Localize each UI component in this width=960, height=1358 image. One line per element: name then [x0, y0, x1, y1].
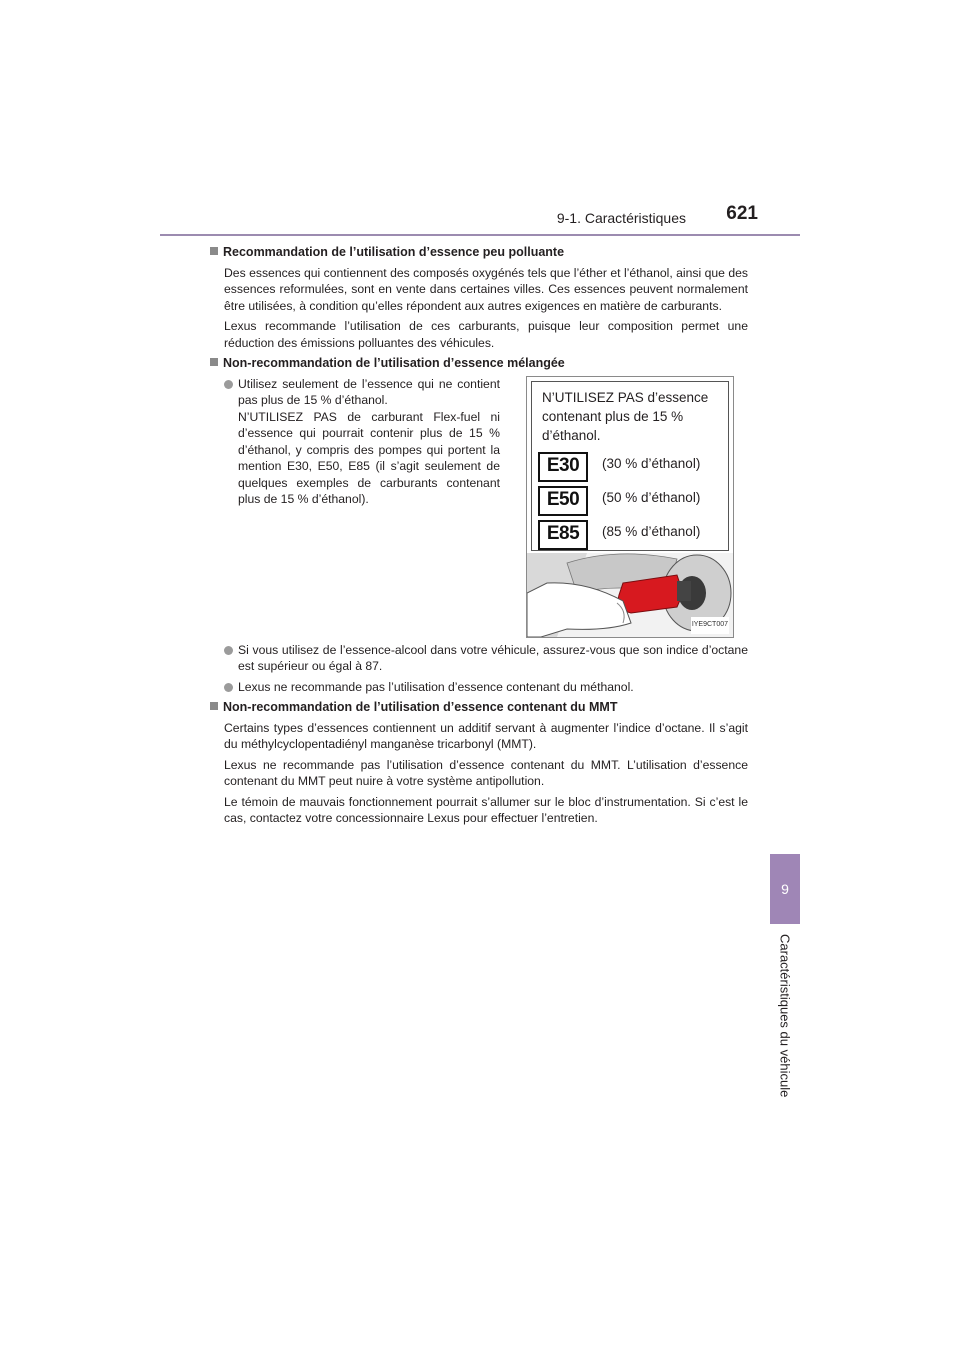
chapter-number: 9 [781, 881, 789, 897]
list-item: Lexus ne recommande pas l’utilisation d’essence contenant du méthanol. [224, 679, 748, 696]
fuel-label-desc: (85 % d’éthanol) [602, 523, 701, 539]
page-content [210, 244, 748, 831]
heading-mmt: Non-recommandation de l’utilisation d’essence contenant du MMT [210, 699, 748, 716]
round-bullet-icon [224, 683, 233, 692]
round-bullet-icon [224, 646, 233, 655]
ethanol-warning-figure [526, 376, 734, 638]
paragraph: Lexus ne recommande pas l’utilisation d’essence contenant du MMT. L’utilisation d’essence contenant du MMT peut nuire à votre système antipollution. [224, 757, 748, 788]
fuel-label-desc: (50 % d’éthanol) [602, 489, 701, 505]
warning-panel [531, 381, 729, 551]
square-bullet-icon [210, 247, 218, 255]
chapter-tab[interactable] [770, 854, 800, 924]
fuel-label-row [538, 486, 728, 514]
list-item: Si vous utilisez de l’essence-alcool dans votre véhicule, assurez-vous que son indice d’octane est supérieur ou égal à 87. [224, 642, 748, 675]
list-item: Utilisez seulement de l’essence qui ne contient pas plus de 15 % d’éthanol. N’UTILISEZ PAS de carburant Flex-fuel ni d’essence qui pourrait contenir plus de 15 % d’éthanol, y compris des pompes qui portent la mention E30, E50, E85 (il s’agit seulement de quelques exemples de carburants contenant plus de 15 % d’éthanol). [224, 376, 500, 634]
round-bullet-icon [224, 380, 233, 389]
paragraph: Lexus recommande l’utilisation de ces carburants, puisque leur composition permet une réduction des émissions polluantes des véhicules. [224, 319, 748, 350]
bullet-with-figure [210, 376, 748, 638]
paragraph: Certains types d’essences contiennent un additif servant à augmenter l’indice d’octane. Il s’agit du méthylcyclopentadiényl manganèse tricarbonyl (MMT). [224, 720, 748, 751]
section-title: 9-1. Caractéristiques [556, 210, 686, 226]
paragraph: Le témoin de mauvais fonctionnement pourrait s’allumer sur le bloc d’instrumentation. Si c’est le cas, contactez votre concessionnaire Lexus pour effectuer l’entretien. [224, 794, 748, 825]
fuel-label-row [538, 520, 728, 548]
fuel-label-e50: E50 [538, 486, 588, 516]
heading-low-emission: Recommandation de l’utilisation d’essence peu polluante [210, 244, 748, 261]
square-bullet-icon [210, 358, 218, 366]
fuel-label-row [538, 452, 728, 480]
square-bullet-icon [210, 702, 218, 710]
chapter-side-label [770, 934, 800, 1114]
heading-blended-fuel: Non-recommandation de l’utilisation d’essence mélangée [210, 355, 748, 372]
paragraph: Des essences qui contiennent des composés oxygénés tels que l’éther et l’éthanol, ainsi que des essences reformulées, sont en vente dans certaines villes. Ces essences peuvent normalement être utilisées, à condition qu’elles répondent aux autres exigences en matière de carburants. [224, 265, 748, 313]
figure-code: IYE9CT007 [691, 617, 729, 634]
fuel-label-desc: (30 % d’éthanol) [602, 455, 701, 471]
page-header [160, 200, 800, 236]
fuel-label-e30: E30 [538, 452, 588, 482]
page-number: 621 [726, 203, 758, 224]
fuel-label-e85: E85 [538, 520, 588, 550]
chapter-title: Caractéristiques du véhicule [777, 934, 793, 1098]
warning-text: N’UTILISEZ PAS d’essence contenant plus de 15 % d’éthanol. [542, 389, 709, 443]
